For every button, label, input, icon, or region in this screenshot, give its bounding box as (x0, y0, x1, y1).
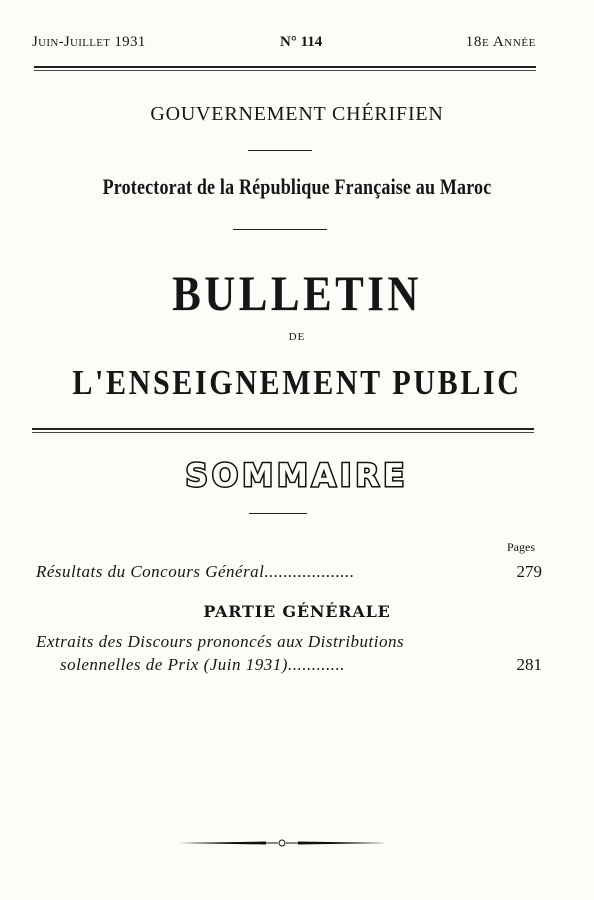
separator-rule (248, 150, 312, 151)
separator-rule (233, 229, 327, 230)
title-double-rule (32, 428, 534, 430)
toc-entry-page: 279 (516, 562, 542, 581)
toc-entry (60, 655, 542, 675)
ornament-center-icon (279, 840, 285, 846)
issue-number: N° 114 (280, 34, 323, 50)
protectorate-title: Protectorat de la République Française au Maroc (102, 174, 492, 199)
section-heading: PARTIE GÉNÉRALE (203, 602, 391, 621)
toc-entry-text: solennelles de Prix (Juin 1931)............ (60, 655, 345, 674)
title-connector: DE (288, 331, 306, 343)
separator-rule (249, 513, 307, 514)
ornament-rule (178, 836, 386, 850)
government-title: GOUVERNEMENT CHÉRIFIEN (150, 103, 444, 125)
issue-header (32, 34, 536, 58)
issue-year: 18e Année (465, 34, 536, 50)
ornament-right-taper (298, 842, 386, 845)
toc-entry-text: Extraits des Discours prononcés aux Distributions (36, 632, 405, 651)
pages-column-label: Pages (507, 540, 535, 554)
toc-entry-text: Résultats du Concours Général................... (36, 562, 355, 581)
subject-title: L'ENSEIGNEMENT PUBLIC (72, 363, 522, 402)
issue-date: Juin-Juillet 1931 (32, 34, 146, 50)
toc-entry-page: 281 (516, 655, 542, 674)
summary-heading: SOMMAIRE (185, 458, 409, 494)
header-double-rule (34, 66, 536, 68)
bulletin-title: BULLETIN (172, 265, 422, 321)
ornament-left-taper (178, 842, 266, 845)
toc-entry (36, 562, 542, 582)
toc-entry-line (36, 632, 542, 652)
